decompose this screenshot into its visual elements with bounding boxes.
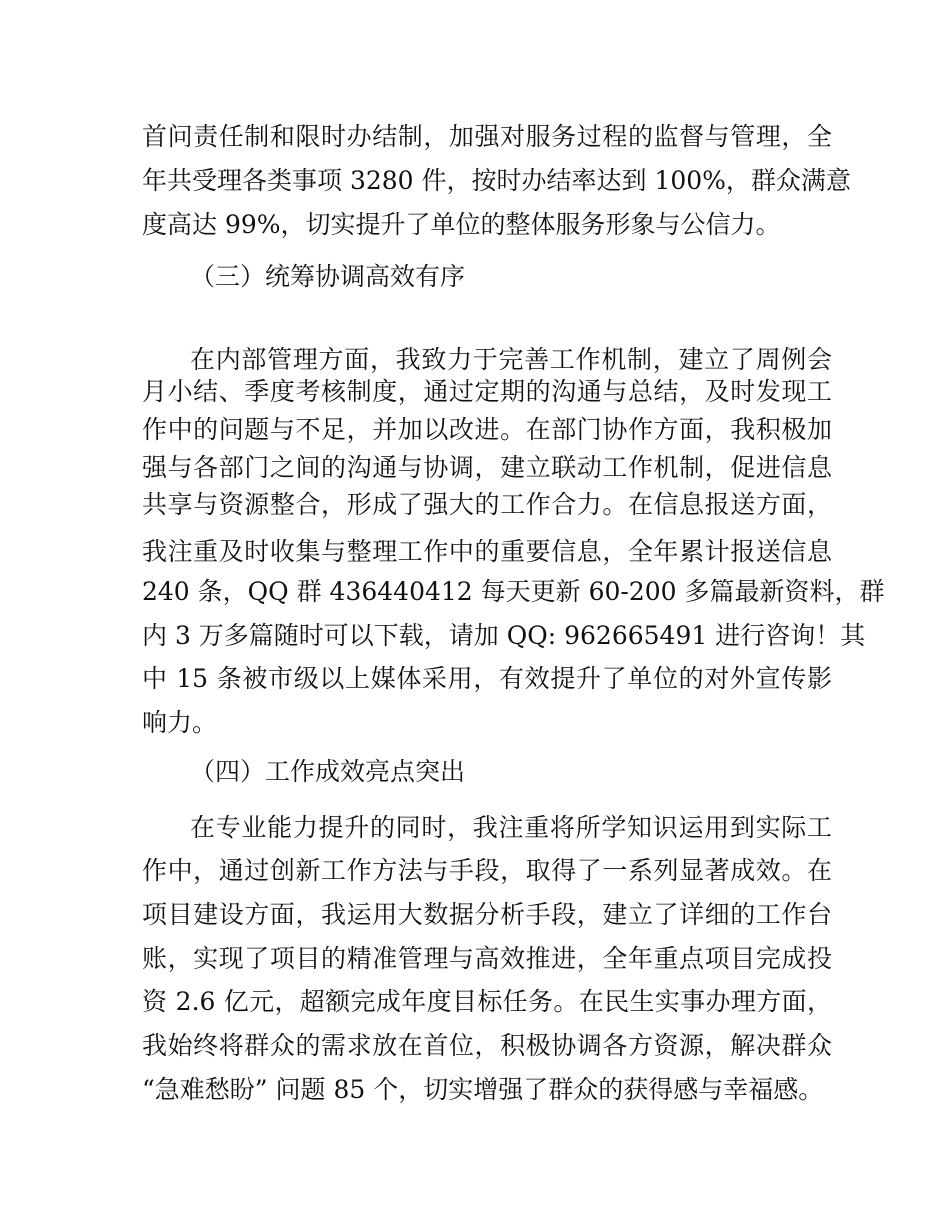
paragraph-line: 项目建设方面，我运用大数据分析手段，建立了详细的工作台 xyxy=(142,900,832,929)
paragraph-line: 作中，通过创新工作方法与手段，取得了一系列显著成效。在 xyxy=(142,856,832,885)
paragraph-line: 我注重及时收集与整理工作中的重要信息，全年累计报送信息 xyxy=(142,537,832,566)
paragraph-line: 响力。 xyxy=(142,708,218,737)
paragraph-line: 内 3 万多篇随时可以下载，请加 QQ: 962665491 进行咨询！其 xyxy=(142,621,866,650)
section-heading: （三）统筹协调高效有序 xyxy=(190,262,466,291)
paragraph-line: 中 15 条被市级以上媒体采用，有效提升了单位的对外宣传影 xyxy=(142,664,832,693)
paragraph-line: 强与各部门之间的沟通与协调，建立联动工作机制，促进信息 xyxy=(142,453,832,482)
paragraph-line: 在专业能力提升的同时，我注重将所学知识运用到实际工 xyxy=(190,813,832,842)
section-heading: （四）工作成效亮点突出 xyxy=(190,757,466,786)
paragraph-line: 在内部管理方面，我致力于完善工作机制，建立了周例会 xyxy=(190,345,832,374)
paragraph-line: 月小结、季度考核制度，通过定期的沟通与总结，及时发现工 xyxy=(142,377,832,406)
paragraph-line: 作中的问题与不足，并加以改进。在部门协作方面，我积极加 xyxy=(142,415,832,444)
paragraph-line: 账，实现了项目的精准管理与高效推进，全年重点项目完成投 xyxy=(142,944,832,973)
paragraph-line: 资 2.6 亿元，超额完成年度目标任务。在民生实事办理方面， xyxy=(142,987,832,1016)
paragraph-line: 共享与资源整合，形成了强大的工作合力。在信息报送方面， xyxy=(142,490,832,519)
paragraph-line: “急难愁盼” 问题 85 个，切实增强了群众的获得感与幸福感。 xyxy=(142,1075,824,1104)
paragraph-line: 我始终将群众的需求放在首位，积极协调各方资源，解决群众 xyxy=(142,1031,832,1060)
paragraph-line: 度高达 99%，切实提升了单位的整体服务形象与公信力。 xyxy=(142,210,781,239)
paragraph-line: 240 条，QQ 群 436440412 每天更新 60-200 多篇最新资料，群 xyxy=(142,577,885,606)
paragraph-line: 年共受理各类事项 3280 件，按时办结率达到 100%，群众满意 xyxy=(142,166,851,195)
paragraph-line: 首问责任制和限时办结制，加强对服务过程的监督与管理，全 xyxy=(142,122,832,151)
